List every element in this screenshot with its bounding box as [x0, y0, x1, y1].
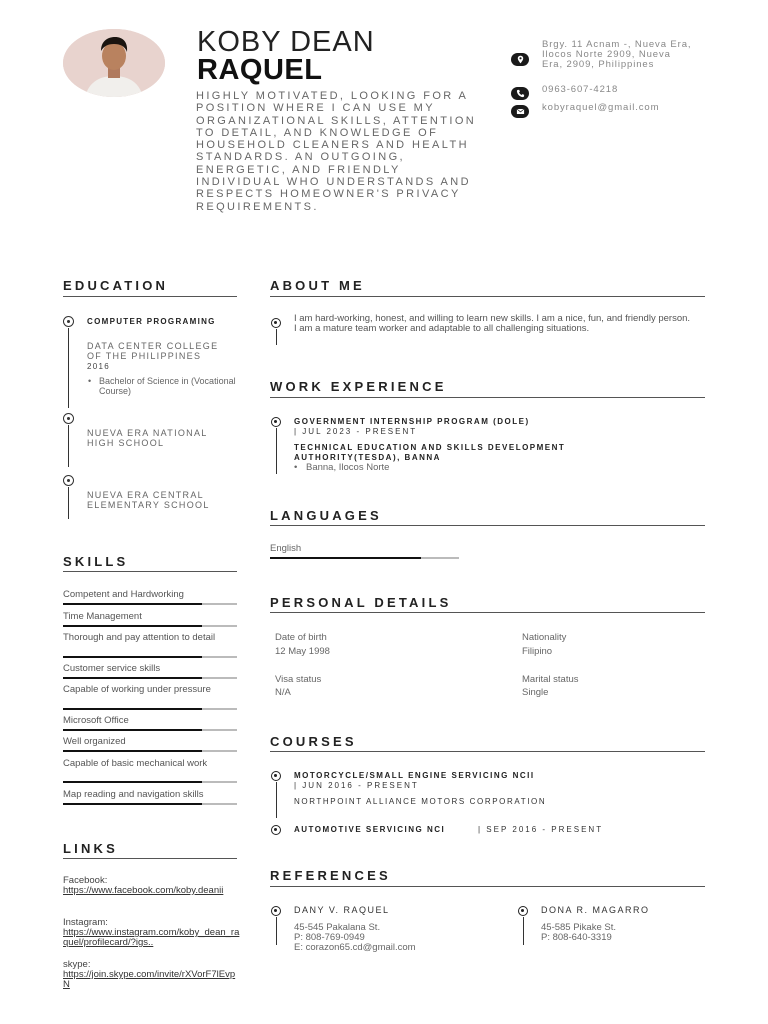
personal-rule [270, 612, 705, 613]
skill-label: Microsoft Office [63, 715, 129, 726]
education-school: NUEVA ERA NATIONAL HIGH SCHOOL [87, 428, 208, 448]
education-degree: COMPUTER PROGRAMING [87, 317, 216, 326]
skill-level-bar [63, 803, 237, 805]
timeline-dot-icon [271, 906, 281, 916]
timeline-line [276, 329, 277, 345]
skill-label: Time Management [63, 611, 142, 622]
work-dates: | JUL 2023 - PRESENT [294, 427, 418, 436]
languages-rule [270, 525, 705, 526]
timeline-dot-icon [271, 318, 281, 328]
education-item [63, 316, 238, 406]
work-employer: TECHNICAL EDUCATION AND SKILLS DEVELOPMENT AUTHORITY(TESDA), BANNA [294, 443, 566, 462]
skills-rule [63, 571, 237, 572]
skill-label: Thorough and pay attention to detail [63, 632, 216, 643]
profile-photo-image [63, 29, 165, 97]
reference-address: 45-545 Pakalana St. [294, 922, 381, 933]
skill-level-fill [63, 781, 202, 783]
skype-link[interactable]: https://join.skype.com/invite/rXVorF7lEvpN [63, 969, 236, 990]
timeline-line [68, 487, 69, 519]
timeline-dot-icon [63, 316, 74, 327]
work-rule [270, 397, 705, 398]
skill-level-fill [63, 603, 202, 605]
link-label: Instagram: [63, 917, 108, 928]
skill-level-fill [63, 750, 202, 752]
skill-label: Map reading and navigation skills [63, 789, 204, 800]
profile-photo [63, 29, 165, 97]
skill-label: Capable of basic mechanical work [63, 758, 208, 769]
reference-phone: P: 808-769-0949 [294, 932, 365, 943]
course-dates: | JUN 2016 - PRESENT [294, 781, 419, 790]
timeline-line [276, 428, 277, 474]
dob-label: Date of birth [275, 632, 327, 643]
link-label: skype: [63, 959, 91, 970]
timeline-line [68, 328, 69, 408]
about-rule [270, 296, 705, 297]
reference-phone: P: 808-640-3319 [541, 932, 612, 943]
timeline-line [276, 782, 277, 818]
language-level-fill [270, 557, 421, 559]
instagram-link[interactable]: https://www.instagram.com/koby_dean_raquel/profilecard/?igs.. [63, 927, 240, 948]
first-name: KOBY DEAN [197, 26, 375, 58]
about-title: ABOUT ME [270, 278, 365, 293]
timeline-dot-icon [518, 906, 528, 916]
timeline-line [68, 425, 69, 467]
link-instagram [63, 918, 241, 948]
dob-value: 12 May 1998 [275, 646, 330, 657]
marital-value: Single [522, 687, 549, 698]
course-dates: | SEP 2016 - PRESENT [478, 825, 604, 834]
work-location: Banna, Ilocos Norte [306, 462, 390, 473]
summary: HIGHLY MOTIVATED, LOOKING FOR A POSITION WHERE I CAN USE MY ORGANIZATIONAL SKILLS, ATTENTION TO DETAIL, AND KNOWLEDGE OF HOUSEHOLD CLEANERS AND HEALTH STANDARDS. AN OUTGOING, ENERGETIC, AND FRIENDLY INDIVIDUAL WHO UNDERSTANDS AND RESPECTS HOMEOWNER'S PRIVACY REQUIREMENTS. [196, 90, 477, 213]
links-rule [63, 858, 237, 859]
skill-level-fill [63, 656, 202, 658]
skill-item [63, 716, 237, 726]
timeline-line [276, 917, 277, 945]
timeline-line [523, 917, 524, 945]
skill-level-bar [63, 603, 237, 605]
marital-label: Marital status [522, 674, 579, 685]
course-provider: NORTHPOINT ALLIANCE MOTORS CORPORATION [294, 797, 547, 806]
skill-level-fill [63, 729, 202, 731]
education-title: EDUCATION [63, 278, 169, 293]
about-text: I am hard-working, honest, and willing to learn new skills. I am a nice, fun, and friendly person. I am a mature team worker and adaptable to all challenging situations. [294, 313, 691, 334]
education-year: 2016 [87, 362, 110, 371]
education-item [63, 413, 238, 469]
skill-item [63, 590, 237, 600]
phone-text: 0963-607-4218 [542, 84, 619, 95]
visa-label: Visa status [275, 674, 322, 685]
course-name: MOTORCYCLE/SMALL ENGINE SERVICING NCII [294, 771, 535, 780]
language-level-bar [270, 557, 459, 559]
references-rule [270, 886, 705, 887]
reference-address: 45-585 Pikake St. [541, 922, 616, 933]
reference-email: E: corazon65.cd@gmail.com [294, 942, 416, 953]
education-school: DATA CENTER COLLEGE OF THE PHILIPPINES [87, 341, 219, 361]
contact-email [511, 103, 692, 118]
skill-level-bar [63, 677, 237, 679]
education-rule [63, 296, 237, 297]
timeline-dot-icon [271, 825, 281, 835]
link-facebook [63, 876, 241, 896]
contact-phone [511, 85, 692, 100]
address-text: Brgy. 11 Acnam -, Nueva Era, Ilocos Norte 2909, Nueva Era, 2909, Philippines [542, 39, 692, 70]
skill-level-fill [63, 677, 202, 679]
link-label: Facebook: [63, 875, 108, 886]
email-text[interactable]: kobyraquel@gmail.com [542, 102, 660, 113]
work-position: GOVERNMENT INTERNSHIP PROGRAM (DOLE) [294, 417, 530, 426]
timeline-dot-icon [271, 771, 281, 781]
work-location-bullet-icon: • [294, 462, 298, 473]
nationality-label: Nationality [522, 632, 567, 643]
skill-item [63, 612, 237, 622]
skill-level-fill [63, 708, 202, 710]
reference-name: DONA R. MAGARRO [541, 905, 650, 915]
skill-level-fill [63, 803, 202, 805]
timeline-dot-icon [63, 413, 74, 424]
skill-label: Well organized [63, 736, 126, 747]
work-title: WORK EXPERIENCE [270, 379, 447, 394]
skill-level-bar [63, 708, 237, 710]
language-name: English [270, 543, 302, 554]
education-detail: • Bachelor of Science in (Vocational Course) [87, 376, 237, 396]
last-name: RAQUEL [197, 54, 323, 86]
nationality-value: Filipino [522, 646, 553, 657]
links-title: LINKS [63, 841, 118, 856]
skill-level-bar [63, 781, 237, 783]
skill-item [63, 737, 237, 747]
skill-item [63, 790, 237, 800]
link-skype [63, 960, 241, 990]
skill-label: Customer service skills [63, 663, 161, 674]
personal-title: PERSONAL DETAILS [270, 595, 452, 610]
skill-item [63, 664, 237, 674]
skill-item [63, 685, 237, 695]
education-item [63, 475, 238, 520]
skill-level-bar [63, 656, 237, 658]
timeline-dot-icon [271, 417, 281, 427]
skill-label: Capable of working under pressure [63, 684, 211, 695]
education-school: NUEVA ERA CENTRAL ELEMENTARY SCHOOL [87, 490, 210, 510]
course-name: AUTOMOTIVE SERVICING NCI [294, 825, 446, 834]
references-title: REFERENCES [270, 868, 391, 883]
courses-title: COURSES [270, 734, 357, 749]
phone-icon [511, 87, 529, 100]
timeline-dot-icon [63, 475, 74, 486]
skills-title: SKILLS [63, 554, 129, 569]
courses-rule [270, 751, 705, 752]
languages-title: LANGUAGES [270, 508, 382, 523]
email-icon [511, 105, 529, 118]
skill-item [63, 633, 237, 643]
skill-label: Competent and Hardworking [63, 589, 184, 600]
location-icon [511, 53, 529, 66]
skill-level-fill [63, 625, 202, 627]
contact-address [511, 40, 692, 70]
skill-level-bar [63, 625, 237, 627]
skill-level-bar [63, 750, 237, 752]
reference-name: DANY V. RAQUEL [294, 905, 390, 915]
skill-level-bar [63, 729, 237, 731]
facebook-link[interactable]: https://www.facebook.com/koby.deanii [63, 885, 224, 896]
visa-value: N/A [275, 687, 291, 698]
skill-item [63, 759, 237, 769]
